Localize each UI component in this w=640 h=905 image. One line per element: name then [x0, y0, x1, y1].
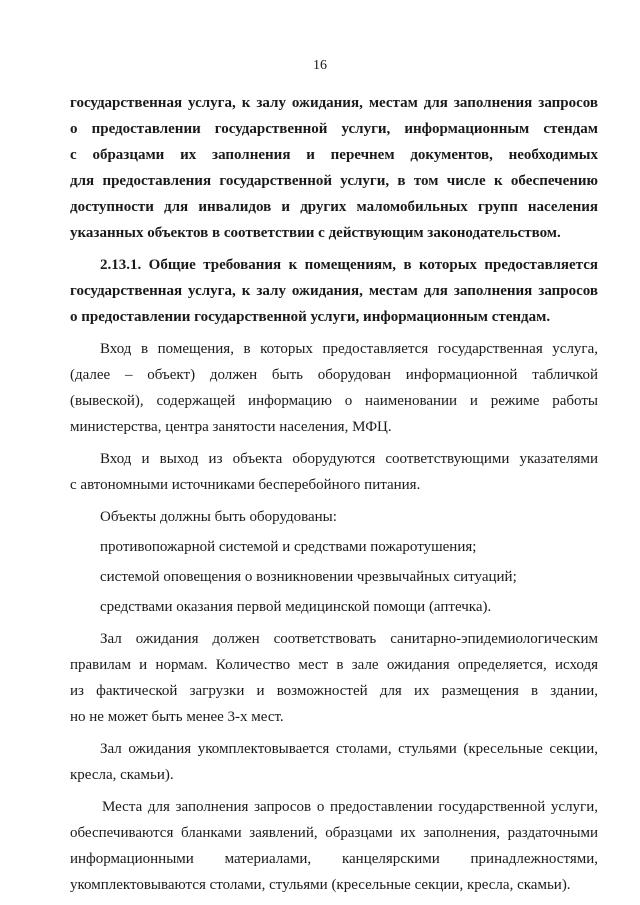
text-line: Вход в помещения, в которых предоставляется государственная услуга, — [100, 341, 598, 357]
list-item-fire-protection — [70, 534, 598, 560]
text-line: о предоставлении государственной услуги, информационным стендам. — [70, 309, 551, 325]
section-heading-2-13-1 — [70, 252, 598, 330]
list-item-alert-system — [70, 564, 598, 590]
text-line: министерства, центра занятости населения, МФЦ. — [70, 419, 392, 435]
text-line: правилам и нормам. Количество мест в зале ожидания определяется, исходя — [70, 657, 598, 673]
text-line: (далее – объект) должен быть оборудован информационной табличкой — [70, 367, 598, 383]
page-number: 16 — [313, 58, 327, 73]
paragraph-request-places — [70, 794, 598, 898]
text-line: но не может быть менее 3-х мест. — [70, 709, 284, 725]
text-line: кресла, скамьи). — [70, 767, 174, 783]
paragraph-waiting-room-norms — [70, 626, 598, 730]
text-line: противопожарной системой и средствами пожаротушения; — [100, 539, 477, 555]
paragraph-heading-continuation — [70, 90, 598, 246]
document-body — [70, 90, 598, 898]
text-line: для предоставления государственной услуги, в том числе к обеспечению — [70, 173, 598, 189]
text-line: государственная услуга, к залу ожидания, местам для заполнения запросов — [70, 283, 598, 299]
text-line: указанных объектов в соответствии с действующим законодательством. — [70, 225, 561, 241]
text-line: Зал ожидания должен соответствовать санитарно-эпидемиологическим — [100, 631, 598, 647]
text-line: с образцами их заполнения и перечнем документов, необходимых — [70, 147, 598, 163]
text-line: доступности для инвалидов и других маломобильных групп населения — [70, 199, 598, 215]
text-line: Места для заполнения запросов о предоставлении государственной услуги, — [102, 799, 598, 815]
text-line: обеспечиваются бланками заявлений, образцами их заполнения, раздаточными — [70, 825, 598, 841]
paragraph-equipment-intro — [70, 504, 598, 530]
text-line: Вход и выход из объекта оборудуются соответствующими указателями — [100, 451, 598, 467]
text-line: укомплектовываются столами, стульями (кресельные секции, кресла, скамьи). — [70, 877, 571, 893]
list-item-first-aid — [70, 594, 598, 620]
text-line: государственная услуга, к залу ожидания, местам для заполнения запросов — [70, 95, 598, 111]
text-line: системой оповещения о возникновении чрезвычайных ситуаций; — [100, 569, 517, 585]
text-line: информационными материалами, канцелярскими принадлежностями, — [70, 851, 598, 867]
paragraph-waiting-room-furniture — [70, 736, 598, 788]
text-line: о предоставлении государственной услуги, информационным стендам — [70, 121, 598, 137]
text-line: (вывеской), содержащей информацию о наименовании и режиме работы — [70, 393, 598, 409]
text-line: с автономными источниками бесперебойного питания. — [70, 477, 421, 493]
paragraph-entrance-exit — [70, 446, 598, 498]
text-line: Объекты должны быть оборудованы: — [100, 509, 337, 525]
text-line: средствами оказания первой медицинской помощи (аптечка). — [100, 599, 492, 615]
text-line: 2.13.1. Общие требования к помещениям, в которых предоставляется — [100, 257, 598, 273]
paragraph-entrance — [70, 336, 598, 440]
text-line: Зал ожидания укомплектовывается столами, стульями (кресельные секции, — [100, 741, 598, 757]
text-line: из фактической загрузки и возможностей для их размещения в здании, — [70, 683, 598, 699]
